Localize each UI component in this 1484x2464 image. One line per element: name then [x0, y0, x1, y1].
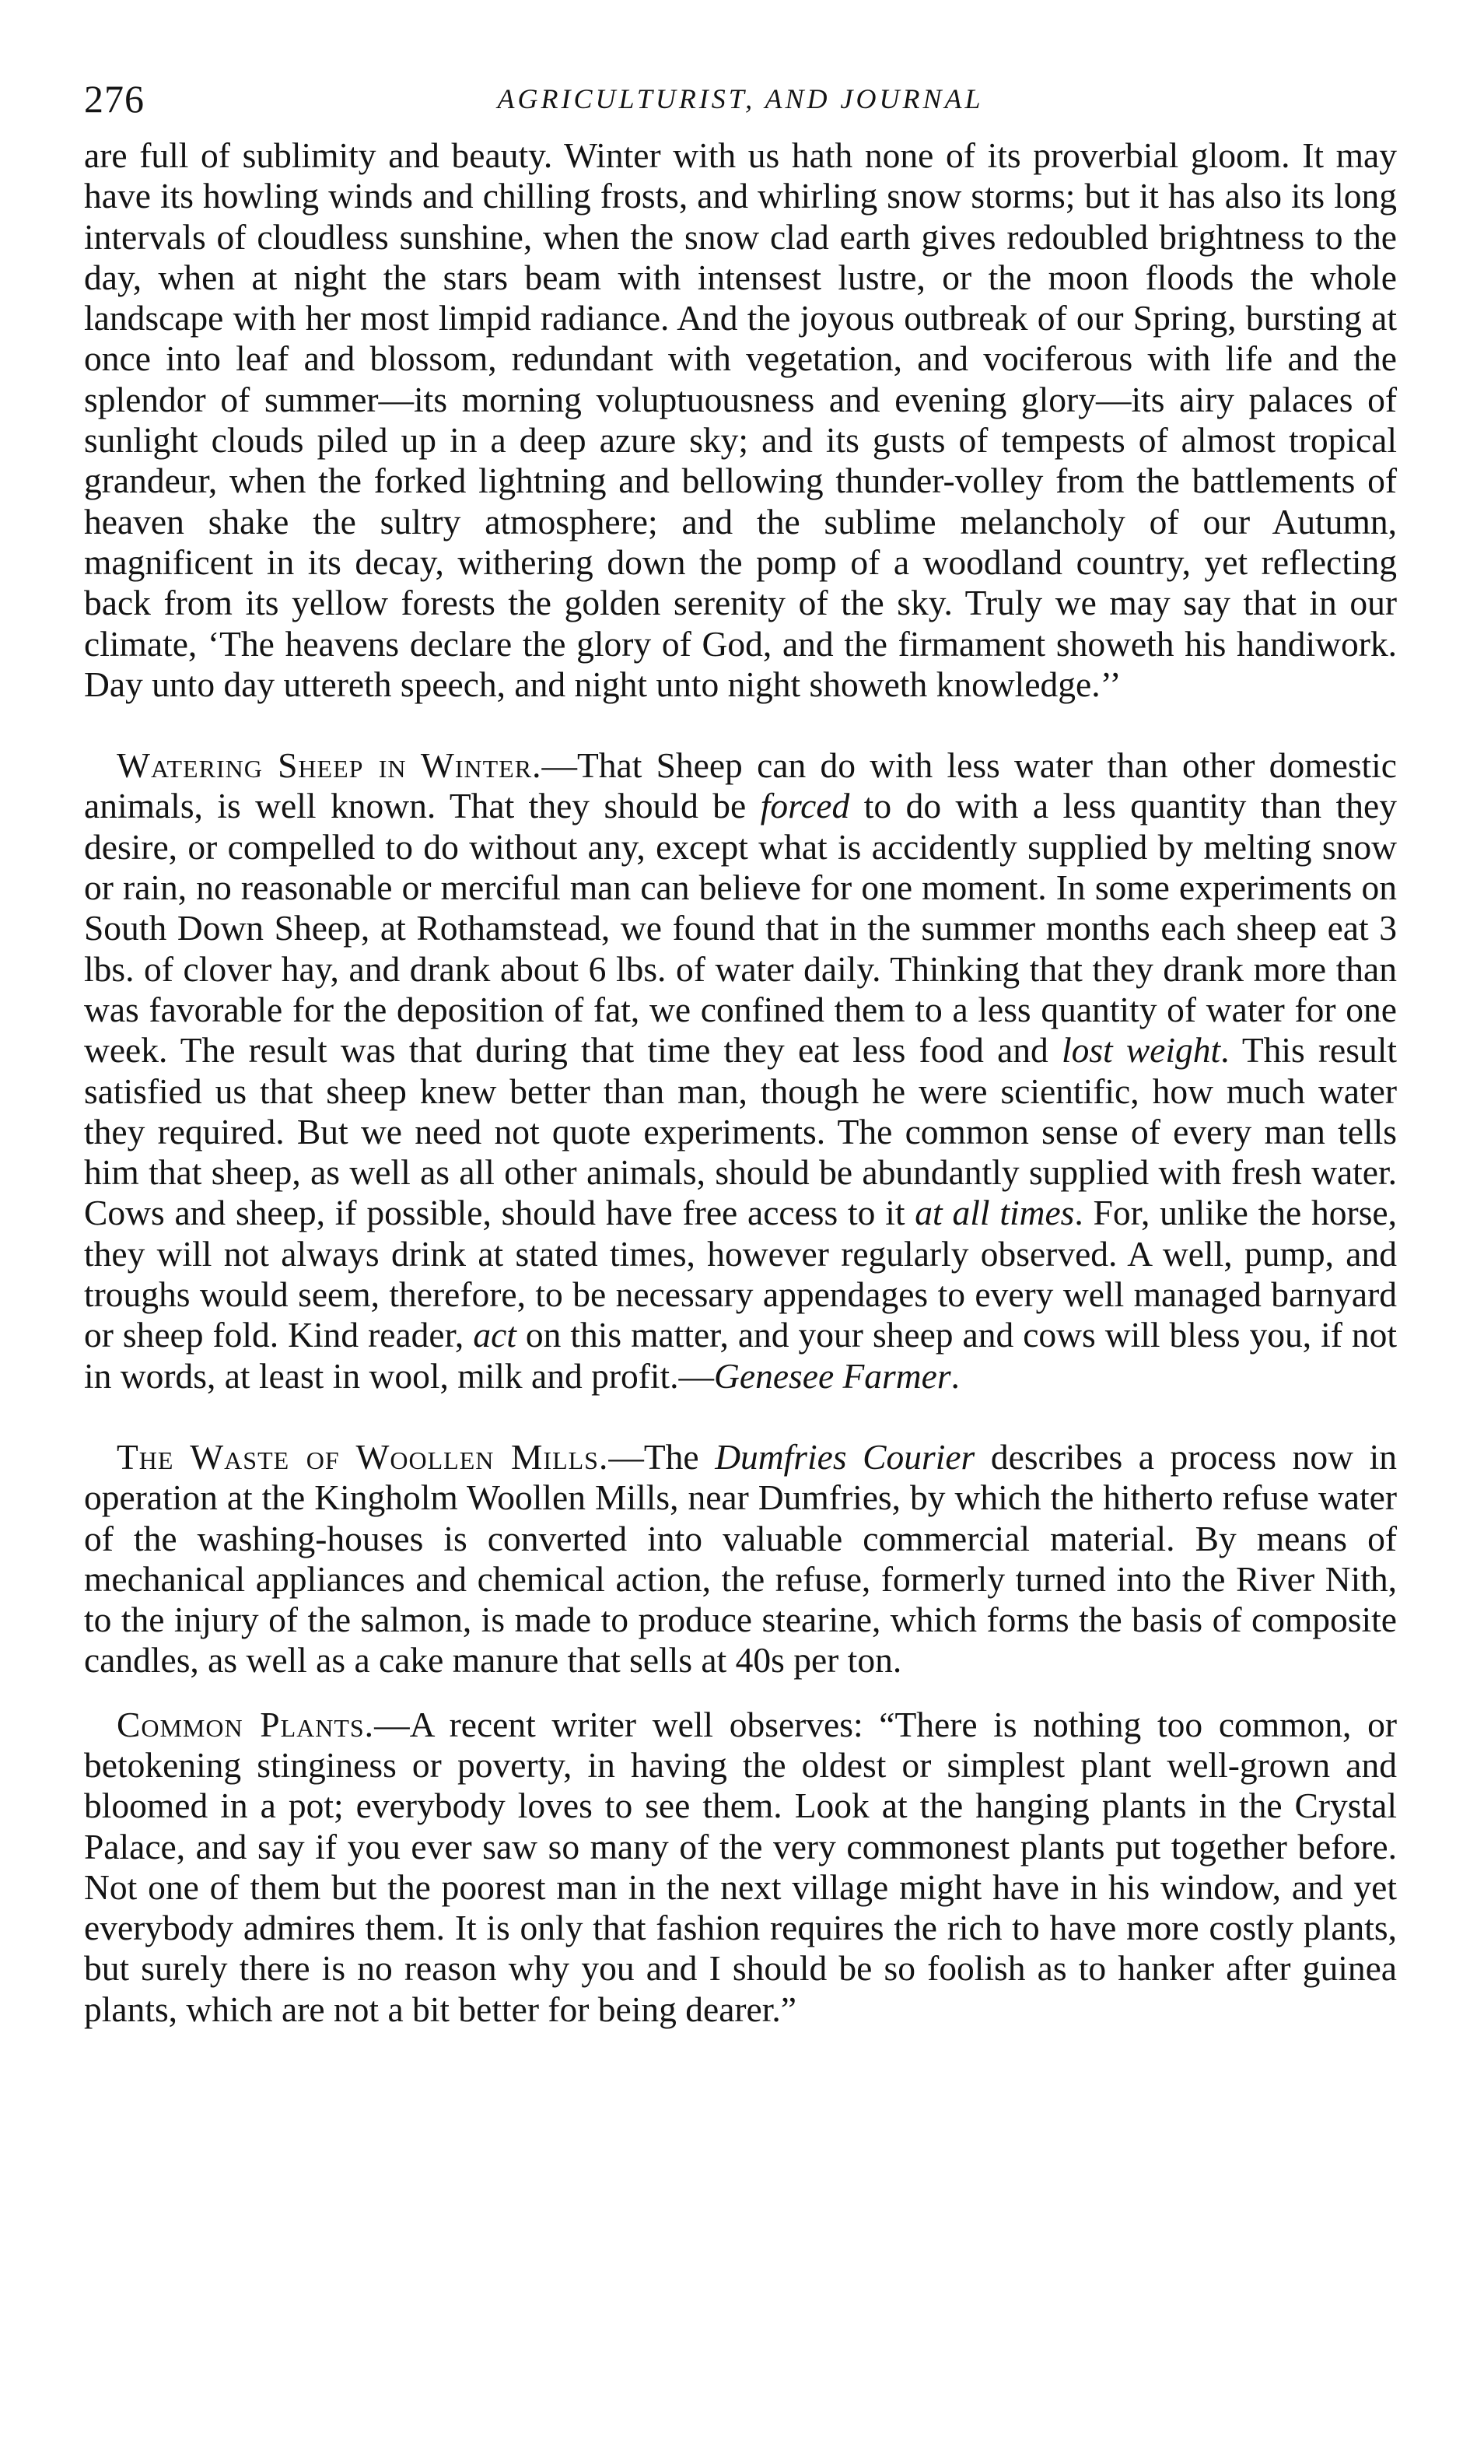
- section-heading: Watering Sheep in Winter.: [117, 745, 542, 786]
- page-body: [84, 135, 1397, 2030]
- text-run: —The: [608, 1436, 716, 1477]
- running-head: AGRICULTURIST, AND JOURNAL: [497, 83, 984, 114]
- text-run: on this matter, and your sheep and cows will bless you, if not in words, at least in wool, milk and profit.—: [84, 1315, 1397, 1396]
- text-run: . For, unlike the horse, they will not always drink at stated times, however regularly observed. A well, pump, and troughs would seem, therefore, to be necessary appendages to every well managed barnyard or sheep fold. Kind reader,: [84, 1193, 1397, 1355]
- paragraph-winter: [84, 135, 1397, 705]
- text-run: are full of sublimity and beauty. Winter with us hath none of its proverbial gloom. It may have its howling winds and chilling frosts, and whirling snow storms; but it has also its long intervals of cloudless sunshine, when the snow clad earth gives redoubled brightness to the day, when at night the stars beam with intensest lustre, or the moon floods the whole landscape with her most limpid radiance. And the joyous outbreak of our Spring, bursting at once into leaf and blossom, redundant with vegetation, and vociferous with life and the splendor of summer—its morning voluptuousness and evening glory—its airy palaces of sunlight clouds piled up in a deep azure sky; and its gusts of tempests of almost tropical grandeur, when the forked lightning and bellowing thunder-volley from the battlements of heaven shake the sultry atmosphere; and the sublime melancholy of our Autumn, magnificent in its decay, withering down the pomp of a woodland country, yet reflecting back from its yellow forests the golden serenity of the sky. Truly we may say that in our climate, ‘The heavens declare the glory of God, and the firmament showeth his handiwork. Day unto day uttereth speech, and night unto night showeth knowledge.’’: [84, 135, 1397, 704]
- paragraph-woollen-mills: [84, 1437, 1397, 1681]
- text-run: describes a process now in operation at the Kingholm Woollen Mills, near Dumfries, by which the hitherto refuse water of the washing-houses is converted into valuable commercial material. By means of mechanical appliances and chemical action, the refuse, formerly turned into the River Nith, to the injury of the salmon, is made to produce stearine, which forms the basis of composite candles, as well as a cake manure that sells at 40s per ton.: [84, 1436, 1397, 1681]
- italic-run: lost weight: [1061, 1030, 1221, 1071]
- italic-run: Dumfries Courier: [715, 1436, 975, 1477]
- italic-run: act: [473, 1315, 516, 1355]
- italic-run: Genesee Farmer: [714, 1355, 951, 1396]
- page-number: 276: [84, 77, 145, 121]
- text-run: —A recent writer well observes: “There is nothing too common, or betokening stinginess or poverty, in having the oldest or simplest plant well-grown and bloomed in a pot; everybody loves to see them. Look at the hanging plants in the Crystal Palace, and say if you ever saw so many of the very commonest plants put together before. Not one of them but the poorest man in the next village might have in his window, and yet everybody admires them. It is only that fashion requires the rich to have more costly plants, but surely there is no reason why you and I should be so foolish as to hanker after guinea plants, which are not a bit better for being dearer.”: [84, 1704, 1398, 2029]
- italic-run: at all times: [915, 1193, 1075, 1233]
- section-heading: The Waste of Woollen Mills.: [117, 1436, 609, 1477]
- paragraph-watering-sheep: [84, 745, 1397, 1397]
- text-run: .: [950, 1355, 960, 1396]
- section-heading: Common Plants.: [117, 1704, 375, 1744]
- italic-run: forced: [760, 786, 850, 826]
- text-run: to do with a less quantity than they desire, or compelled to do without any, except what is accidently supplied by melting snow or rain, no reasonable or merciful man can believe for one moment. In some experiments on South Down Sheep, at Rothamstead, we found that in the summer months each sheep eat 3 lbs. of clover hay, and drank about 6 lbs. of water daily. Thinking that they drank more than was favorable for the deposition of fat, we confined them to a less quantity of water for one week. The result was that during that time they eat less food and: [84, 786, 1397, 1071]
- page-header: [84, 72, 1397, 126]
- text-run: —That Sheep can do with less water than other domestic animals, is well known. That they should be: [84, 745, 1398, 826]
- text-run: . This result satisfied us that sheep knew better than man, though he were scientific, how much water they required. But we need not quote experiments. The common sense of every man tells him that sheep, as well as all other animals, should be abundantly supplied with fresh water. Cows and sheep, if possible, should have free access to it: [84, 1030, 1397, 1233]
- paragraph-common-plants: [84, 1705, 1397, 2030]
